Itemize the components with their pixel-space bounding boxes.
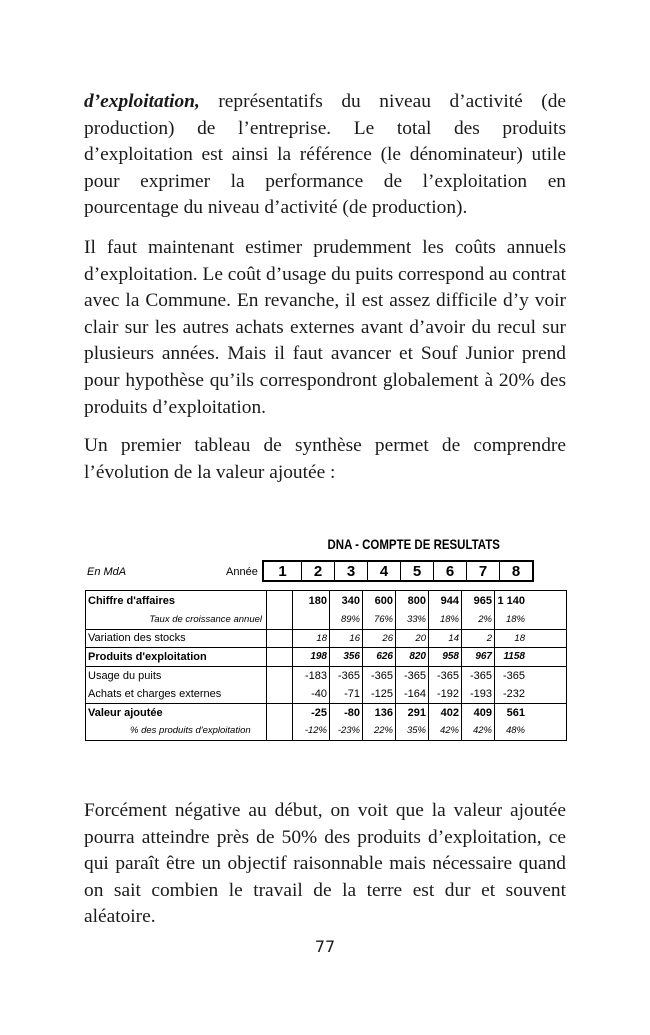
table-cell: 626 bbox=[362, 648, 395, 666]
table-cell bbox=[266, 648, 292, 666]
paragraph-2 bbox=[84, 235, 566, 421]
table-cell: 16 bbox=[329, 630, 362, 648]
table-cell: -183 bbox=[292, 667, 329, 685]
emphasized-term: d’exploitation, bbox=[84, 91, 200, 112]
table-body bbox=[85, 590, 567, 741]
table-cell: 1 140 bbox=[494, 591, 527, 610]
table-cell: 42% bbox=[428, 722, 461, 741]
table-row bbox=[86, 684, 566, 703]
year-header bbox=[262, 560, 534, 582]
table-cell: 800 bbox=[395, 591, 428, 610]
year-header-cell: 5 bbox=[400, 562, 433, 580]
table-cell: 35% bbox=[395, 722, 428, 741]
table-cell bbox=[266, 591, 292, 610]
table-cell: -232 bbox=[494, 684, 527, 703]
table-cell: 600 bbox=[362, 591, 395, 610]
table-cell: 18% bbox=[494, 610, 527, 629]
table-cell: 180 bbox=[292, 591, 329, 610]
paragraph-3 bbox=[84, 433, 566, 486]
table-cell: 2% bbox=[461, 610, 494, 629]
year-header-cell: 6 bbox=[433, 562, 466, 580]
table-cell: -12% bbox=[292, 722, 329, 741]
table-cell: 136 bbox=[362, 704, 395, 722]
table-cell: -80 bbox=[329, 704, 362, 722]
table-cell: -193 bbox=[461, 684, 494, 703]
table-row bbox=[86, 666, 566, 685]
unit-label: En MdA bbox=[87, 566, 127, 578]
year-header-cell: 4 bbox=[367, 562, 400, 580]
table-cell bbox=[266, 704, 292, 722]
table-cell: -365 bbox=[428, 667, 461, 685]
table-cell: 944 bbox=[428, 591, 461, 610]
table-cell: 26 bbox=[362, 630, 395, 648]
table-cell: 20 bbox=[395, 630, 428, 648]
table-cell: 356 bbox=[329, 648, 362, 666]
table-row bbox=[86, 591, 566, 610]
row-label: Achats et charges externes bbox=[88, 687, 222, 700]
row-label: % des produits d'exploitation bbox=[130, 725, 251, 737]
table-cell: 2 bbox=[461, 630, 494, 648]
table-cell bbox=[266, 684, 292, 703]
table-cell: 48% bbox=[494, 722, 527, 741]
table-cell: 22% bbox=[362, 722, 395, 741]
table-cell: -365 bbox=[461, 667, 494, 685]
row-label: Variation des stocks bbox=[88, 632, 186, 645]
year-header-cell: 2 bbox=[301, 562, 334, 580]
year-header-cell: 1 bbox=[278, 562, 287, 580]
paragraph-2-text: Il faut maintenant estimer prudemment les coûts annuels d’exploitation. Le coût d’usage du puits correspond au contrat avec la Commune. En revanche, il est assez difficile d’y voir clair sur les autres achats externes avant d’avoir du recul sur plusieurs années. Mais il faut avancer et Souf Junior prend pour hypothèse qu’ils correspondront globalement à 20% des produits d’exploitation. bbox=[84, 237, 566, 418]
table-cell: -365 bbox=[395, 667, 428, 685]
table-cell: 14 bbox=[428, 630, 461, 648]
table-row bbox=[86, 722, 566, 741]
paragraph-3-text: Un premier tableau de synthèse permet de comprendre l’évolution de la valeur ajoutée : bbox=[84, 435, 566, 483]
table-cell: -365 bbox=[362, 667, 395, 685]
table-cell: -23% bbox=[329, 722, 362, 741]
row-label: Usage du puits bbox=[88, 669, 162, 682]
table-cell: 965 bbox=[461, 591, 494, 610]
year-label: Année bbox=[226, 566, 258, 578]
table-cell: 18 bbox=[292, 630, 329, 648]
year-header-cell: 8 bbox=[499, 562, 532, 580]
table-cell: 291 bbox=[395, 704, 428, 722]
table-cell: 89% bbox=[329, 610, 362, 629]
year-header-cell: 3 bbox=[334, 562, 367, 580]
page-number: 77 bbox=[314, 937, 336, 956]
table-cell: -125 bbox=[362, 684, 395, 703]
row-label: Taux de croissance annuel bbox=[149, 613, 262, 625]
paragraph-1-text: représentatifs du niveau d’activité (de production) de l’entreprise. Le total des produits d’exploitation est ainsi la référence (le dénominateur) utile pour exprimer la performance de l’exploitation en pourcentage du niveau d’activité (de production). bbox=[84, 91, 566, 219]
table-cell: 409 bbox=[461, 704, 494, 722]
table-row bbox=[86, 629, 566, 648]
table-row bbox=[86, 610, 566, 629]
table-cell: 18 bbox=[494, 630, 527, 648]
table-cell: 42% bbox=[461, 722, 494, 741]
table-cell bbox=[266, 630, 292, 648]
table-cell: 402 bbox=[428, 704, 461, 722]
table-cell: -192 bbox=[428, 684, 461, 703]
paragraph-4 bbox=[84, 798, 566, 931]
table-cell bbox=[266, 610, 292, 629]
table-cell: 18% bbox=[428, 610, 461, 629]
paragraph-1 bbox=[84, 89, 566, 222]
table-title: DNA - COMPTE DE RESULTATS bbox=[327, 536, 500, 552]
table-cell: 1158 bbox=[494, 648, 527, 666]
table-cell bbox=[266, 667, 292, 685]
paragraph-4-text: Forcément négative au début, on voit que la valeur ajoutée pourra atteindre près de 50% des produits d’exploitation, ce qui paraît être un objectif raisonnable mais nécessaire quand on sait combien le travail de la terre est dur et souvent aléatoire. bbox=[84, 800, 566, 928]
row-label: Produits d'exploitation bbox=[88, 650, 207, 663]
row-label: Chiffre d'affaires bbox=[88, 594, 175, 607]
table-cell: 76% bbox=[362, 610, 395, 629]
table-cell: -40 bbox=[292, 684, 329, 703]
year-header-cell: 7 bbox=[466, 562, 499, 580]
table-cell: -71 bbox=[329, 684, 362, 703]
table-cell: 33% bbox=[395, 610, 428, 629]
table-cell: -365 bbox=[329, 667, 362, 685]
table-cell bbox=[266, 722, 292, 741]
table-cell: 198 bbox=[292, 648, 329, 666]
table-cell: 958 bbox=[428, 648, 461, 666]
table-row bbox=[86, 703, 566, 722]
table-cell: 340 bbox=[329, 591, 362, 610]
table-cell: -365 bbox=[494, 667, 527, 685]
table-cell bbox=[292, 610, 329, 629]
table-cell: 967 bbox=[461, 648, 494, 666]
table-row bbox=[86, 647, 566, 666]
row-label: Valeur ajoutée bbox=[88, 706, 163, 719]
table-cell: 820 bbox=[395, 648, 428, 666]
table-cell: -25 bbox=[292, 704, 329, 722]
table-cell: 561 bbox=[494, 704, 527, 722]
table-cell: -164 bbox=[395, 684, 428, 703]
